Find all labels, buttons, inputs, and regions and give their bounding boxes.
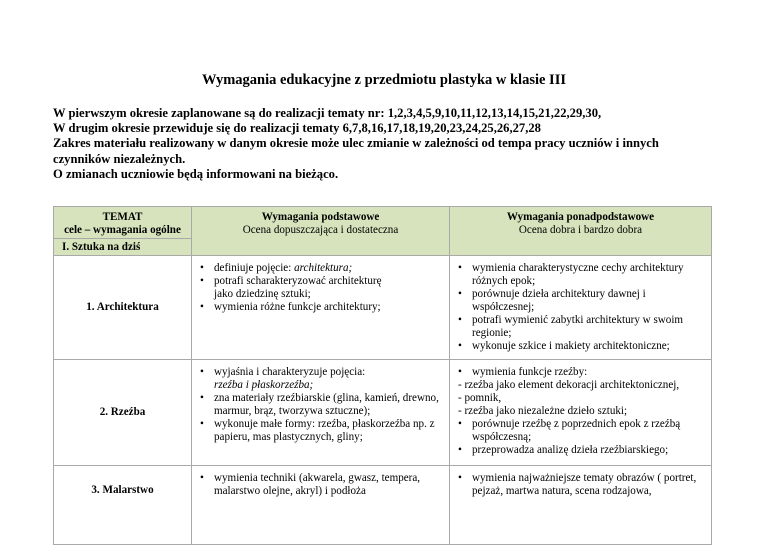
topic-architektura: 1. Architektura — [54, 256, 192, 360]
intro-paragraph — [53, 106, 659, 182]
table-row — [54, 360, 712, 466]
list-item: • porównuje rzeźbę z poprzednich epok z rzeźbą współczesną; — [450, 418, 707, 444]
requirements-table — [53, 206, 712, 545]
section-title: I. Sztuka na dziś — [54, 239, 192, 256]
list-item: • definiuje pojęcie: architektura; — [192, 262, 445, 275]
header-advanced-subtitle: Ocena dobra i bardzo dobra — [518, 224, 643, 236]
header-topic-subtitle: cele – wymagania ogólne — [64, 224, 181, 236]
list-subitem: - pomnik, — [458, 392, 502, 404]
list-item: • wymienia techniki (akwarela, gwasz, tempera, malarstwo olejne, akryl) i podłoża — [192, 472, 445, 498]
table-row — [54, 256, 712, 360]
intro-line: W drugim okresie przewiduje się do realizacji tematy 6,7,8,16,17,18,19,20,23,24,25,26,27,28 — [53, 121, 541, 136]
topic-rzezba: 2. Rzeźba — [54, 360, 192, 466]
list-item: • potrafi wymienić zabytki architektury w swoim regionie; — [450, 314, 707, 340]
list-subitem: - rzeźba jako element dekoracji architektonicznej, — [458, 379, 680, 391]
header-advanced — [450, 207, 712, 256]
list-item: • zna materiały rzeźbiarskie (glina, kamień, drewno, marmur, brąz, tworzywa sztuczne); — [192, 392, 445, 418]
advanced-requirements — [450, 256, 712, 360]
list-item: • wykonuje małe formy: rzeźba, płaskorzeźba np. z papieru, mas plastycznych, gliny; — [192, 418, 445, 444]
list-item: • wymienia charakterystyczne cechy architektury różnych epok; — [450, 262, 707, 288]
header-basic-title: Wymagania podstawowe — [261, 211, 380, 223]
topic-malarstwo: 3. Malarstwo — [54, 466, 192, 545]
list-item: • porównuje dzieła architektury dawnej i współczesnej; — [450, 288, 707, 314]
page-title: Wymagania edukacyjne z przedmiotu plastyka w klasie III — [201, 72, 566, 88]
intro-line: czynników niezależnych. — [53, 151, 186, 166]
list-item-continuation: jako dziedzinę sztuki; — [214, 288, 311, 300]
list-item: • potrafi scharakteryzować architekturę — [192, 275, 445, 288]
header-topic-title: TEMAT — [102, 211, 143, 223]
list-item: • wymienia funkcje rzeźby: — [450, 366, 707, 379]
list-item: • wykonuje szkice i makiety architektoniczne; — [450, 340, 707, 353]
list-item: • przeprowadza analizę dzieła rzeźbiarskiego; — [450, 444, 707, 457]
list-item-continuation: rzeźba i płaskorzeźba; — [214, 379, 314, 391]
intro-line: Zakres materiału realizowany w danym okresie może ulec zmianie w zależności od tempa pracy uczniów i innych — [53, 136, 659, 151]
list-item: • wymienia różne funkcje architektury; — [192, 301, 445, 314]
basic-requirements — [192, 466, 450, 545]
table-row — [54, 466, 712, 545]
header-topic — [54, 207, 192, 239]
header-basic — [192, 207, 450, 256]
advanced-requirements — [450, 466, 712, 545]
table-header-row — [54, 207, 712, 239]
intro-line: O zmianach uczniowie będą informowani na bieżąco. — [53, 166, 339, 181]
basic-requirements — [192, 256, 450, 360]
intro-line: W pierwszym okresie zaplanowane są do realizacji tematy nr: 1,2,3,4,5,9,10,11,12,13,14,15,21,22,29,30, — [53, 106, 602, 120]
basic-requirements — [192, 360, 450, 466]
advanced-requirements — [450, 360, 712, 466]
header-basic-subtitle: Ocena dopuszczająca i dostateczna — [242, 224, 399, 236]
list-item: • wymienia najważniejsze tematy obrazów ( portret, pejzaż, martwa natura, scena rodzajowa, — [450, 472, 707, 498]
list-item: • wyjaśnia i charakteryzuje pojęcia: — [192, 366, 445, 379]
list-subitem: - rzeźba jako niezależne dzieło sztuki; — [458, 405, 628, 417]
header-advanced-title: Wymagania ponadpodstawowe — [506, 211, 655, 223]
